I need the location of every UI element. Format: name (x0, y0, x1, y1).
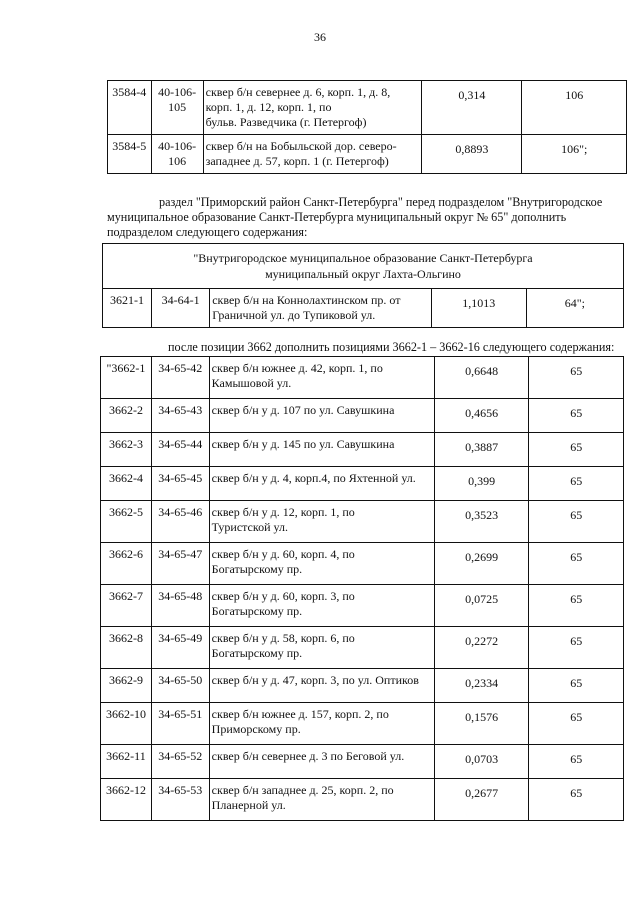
description-line: сквер б/н на Коннолахтинском пр. от (212, 293, 401, 307)
description-line: Граничной ул. до Тупиковой ул. (212, 308, 376, 322)
table-row (101, 467, 624, 501)
description-line: Приморскому пр. (211, 722, 301, 736)
code-cell: 34-65-48 (151, 585, 209, 627)
area-cell: 0,2677 (434, 779, 529, 821)
table-upper (107, 80, 627, 174)
area-cell: 0,6648 (434, 357, 529, 399)
area-cell: 0,3887 (434, 433, 529, 467)
position-number-cell: 3662-5 (101, 501, 152, 543)
area-cell: 0,4656 (434, 399, 529, 433)
code-cell: 34-65-43 (151, 399, 209, 433)
position-number-cell: 3662-3 (101, 433, 152, 467)
description-cell (209, 433, 434, 467)
description-cell (209, 585, 434, 627)
count-cell: 65 (529, 399, 624, 433)
description-line: сквер б/н у д. 12, корп. 1, по (211, 505, 355, 519)
code-cell: 34-65-44 (151, 433, 209, 467)
description-line: сквер б/н севернее д. 3 по Беговой ул. (211, 749, 405, 763)
description-line: корп. 1, д. 12, корп. 1, по (205, 100, 332, 114)
description-line: Туристской ул. (211, 520, 288, 534)
position-number-cell: 3662-10 (101, 703, 152, 745)
table-row (101, 585, 624, 627)
description-cell (203, 81, 422, 135)
position-number-cell: 3662-8 (101, 627, 152, 669)
paragraph-add-positions (168, 340, 628, 355)
table-row (108, 135, 627, 174)
position-number-cell: 3662-11 (101, 745, 152, 779)
table-row (101, 543, 624, 585)
description-line: сквер б/н у д. 107 по ул. Савушкина (211, 403, 395, 417)
count-cell: 65 (529, 433, 624, 467)
position-number-cell: 3662-9 (101, 669, 152, 703)
area-cell: 0,0725 (434, 585, 529, 627)
description-line: Богатырскому пр. (211, 646, 303, 660)
count-cell: 65 (529, 585, 624, 627)
description-cell (209, 543, 434, 585)
description-line: Планерной ул. (211, 798, 286, 812)
description-line: сквер б/н южнее д. 42, корп. 1, по (211, 361, 383, 375)
count-cell: 65 (529, 779, 624, 821)
table-row (101, 669, 624, 703)
description-line: сквер б/н у д. 60, корп. 3, по (211, 589, 355, 603)
description-cell (209, 357, 434, 399)
area-cell: 0,3523 (434, 501, 529, 543)
area-cell: 0,2699 (434, 543, 529, 585)
code-cell: 34-65-46 (151, 501, 209, 543)
position-number-cell: "3662-1 (101, 357, 152, 399)
description-line: западнее д. 57, корп. 1 (г. Петергоф) (205, 154, 389, 168)
area-cell: 0,8893 (422, 135, 522, 174)
section-header-cell (103, 244, 624, 289)
description-line: сквер б/н на Бобыльской дор. северо- (205, 139, 397, 153)
paragraph-insert-section (107, 195, 627, 240)
position-number-cell: 3662-6 (101, 543, 152, 585)
count-cell: 106 (522, 81, 627, 135)
code-cell: 34-65-53 (151, 779, 209, 821)
count-cell: 106"; (522, 135, 627, 174)
count-cell: 65 (529, 703, 624, 745)
area-cell: 0,0703 (434, 745, 529, 779)
description-line: Богатырскому пр. (211, 604, 303, 618)
description-cell (209, 745, 434, 779)
area-cell: 0,314 (422, 81, 522, 135)
area-cell: 0,2272 (434, 627, 529, 669)
section-header-line: "Внутригородское муниципальное образование Санкт-Петербурга (193, 251, 533, 265)
position-number-cell: 3662-7 (101, 585, 152, 627)
section-header-line: муниципальный округ Лахта-Ольгино (265, 267, 461, 281)
description-line: бульв. Разведчика (г. Петергоф) (205, 115, 367, 129)
description-cell (209, 703, 434, 745)
description-line: сквер б/н севернее д. 6, корп. 1, д. 8, (205, 85, 391, 99)
table-row (101, 745, 624, 779)
position-number-cell: 3584-5 (108, 135, 152, 174)
description-line: Камышовой ул. (211, 376, 292, 390)
table-row (108, 81, 627, 135)
position-number-cell: 3662-4 (101, 467, 152, 501)
code-cell: 34-64-1 (152, 289, 210, 328)
page-number: 36 (314, 30, 326, 44)
description-line: сквер б/н у д. 145 по ул. Савушкина (211, 437, 395, 451)
code-cell: 40-106-106 (151, 135, 203, 174)
count-cell: 65 (529, 501, 624, 543)
count-cell: 65 (529, 357, 624, 399)
description-cell (203, 135, 422, 174)
description-line: сквер б/н у д. 47, корп. 3, по ул. Оптиков (211, 673, 419, 687)
table-row (101, 399, 624, 433)
description-cell (210, 289, 431, 328)
count-cell: 65 (529, 467, 624, 501)
paragraph-line: подразделом следующего содержания: (107, 225, 308, 239)
table-positions (100, 356, 624, 821)
table-row (101, 779, 624, 821)
table-row (101, 627, 624, 669)
code-cell: 34-65-42 (151, 357, 209, 399)
description-line: сквер б/н у д. 4, корп.4, по Яхтенной ул. (211, 471, 416, 485)
area-cell: 0,399 (434, 467, 529, 501)
code-cell: 34-65-45 (151, 467, 209, 501)
area-cell: 0,1576 (434, 703, 529, 745)
code-cell: 34-65-49 (151, 627, 209, 669)
count-cell: 65 (529, 543, 624, 585)
description-line: сквер б/н западнее д. 25, корп. 2, по (211, 783, 394, 797)
count-cell: 65 (529, 669, 624, 703)
table-row (101, 357, 624, 399)
paragraph-line: муниципальное образование Санкт-Петербурга муниципальный округ № 65" дополнить (107, 210, 567, 224)
table-lakhta-olgino (102, 243, 624, 328)
description-cell (209, 501, 434, 543)
paragraph-line: после позиции 3662 дополнить позициями 3662-1 – 3662-16 следующего содержания: (168, 340, 615, 354)
position-number-cell: 3584-4 (108, 81, 152, 135)
position-number-cell: 3662-2 (101, 399, 152, 433)
description-line: Богатырскому пр. (211, 562, 303, 576)
area-cell: 1,1013 (431, 289, 526, 328)
description-line: сквер б/н у д. 60, корп. 4, по (211, 547, 355, 561)
description-line: сквер б/н у д. 58, корп. 6, по (211, 631, 355, 645)
table-row (103, 289, 624, 328)
count-cell: 64"; (526, 289, 623, 328)
description-cell (209, 467, 434, 501)
code-cell: 34-65-51 (151, 703, 209, 745)
area-cell: 0,2334 (434, 669, 529, 703)
table-section-header-row (103, 244, 624, 289)
table-row (101, 501, 624, 543)
description-line: сквер б/н южнее д. 157, корп. 2, по (211, 707, 389, 721)
description-cell (209, 399, 434, 433)
position-number-cell: 3621-1 (103, 289, 152, 328)
code-cell: 34-65-50 (151, 669, 209, 703)
count-cell: 65 (529, 745, 624, 779)
code-cell: 34-65-52 (151, 745, 209, 779)
description-cell (209, 669, 434, 703)
table-row (101, 433, 624, 467)
code-cell: 40-106-105 (151, 81, 203, 135)
count-cell: 65 (529, 627, 624, 669)
table-row (101, 703, 624, 745)
paragraph-line: раздел "Приморский район Санкт-Петербурга" перед подразделом "Внутригородское (159, 195, 603, 209)
code-cell: 34-65-47 (151, 543, 209, 585)
description-cell (209, 779, 434, 821)
position-number-cell: 3662-12 (101, 779, 152, 821)
description-cell (209, 627, 434, 669)
